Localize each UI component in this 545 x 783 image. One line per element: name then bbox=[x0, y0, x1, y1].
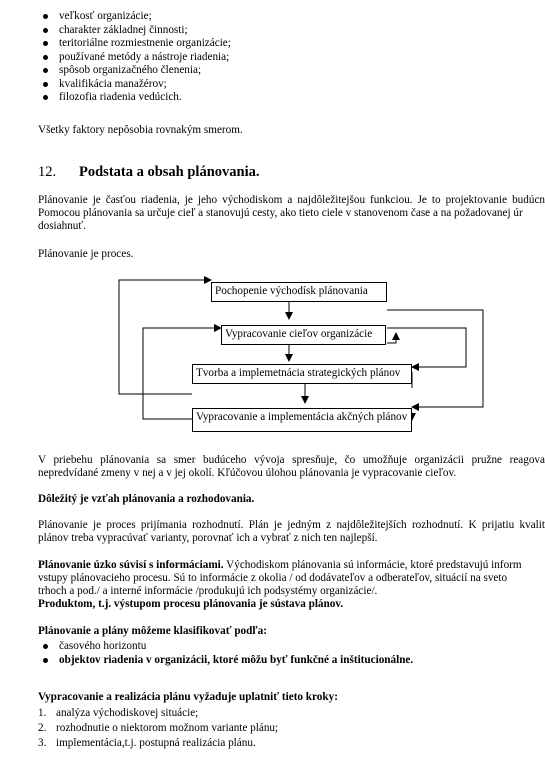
step-number: 1. bbox=[38, 707, 47, 719]
list-item-text: používané metódy a nástroje riadenia; bbox=[59, 50, 230, 63]
step-text: implementácia,t.j. postupná realizácia plánu. bbox=[56, 737, 256, 749]
list-item bbox=[38, 24, 545, 38]
list-item-text: charakter základnej činnosti; bbox=[59, 23, 188, 36]
step-text: rozhodnutie o niektorom možnom variante plánu; bbox=[56, 722, 279, 734]
list-item-text: časového horizontu bbox=[59, 640, 147, 652]
paragraph-line: Pomocou plánovania sa určuje cieľ a stanovujú cesty, ako tieto ciele v stanovenom čase a na požadovanej úr bbox=[38, 207, 523, 219]
diagram-box-premises: Pochopenie východísk plánovania bbox=[211, 282, 387, 302]
product-line: Produktom, t.j. výstupom procesu plánovania je sústava plánov. bbox=[38, 598, 344, 610]
steps-list bbox=[38, 707, 545, 752]
feedback-loop-right-mid bbox=[387, 328, 466, 367]
classification-list-block bbox=[38, 640, 545, 667]
intro-paragraph bbox=[38, 194, 545, 233]
planning-process-diagram bbox=[100, 275, 545, 445]
info-lead: Plánovanie úzko súvisí s informáciami. bbox=[38, 559, 224, 571]
list-item-text: veľkosť organizácie; bbox=[59, 10, 152, 22]
list-item bbox=[38, 654, 545, 668]
list-item-text: kvalifikácia manažérov; bbox=[59, 77, 167, 90]
bullet-icon bbox=[43, 41, 48, 46]
bullet-icon bbox=[43, 14, 48, 19]
paragraph-line: nepredvídané zmeny v nej a v jej okolí. Kľúčovou úlohou plánovania je vypracovanie cieľov. bbox=[38, 467, 457, 479]
bullet-icon bbox=[43, 82, 48, 87]
info-line1-rest: Východiskom plánovania sú informácie, ktoré predstavujú inform bbox=[223, 559, 522, 571]
bullet-icon bbox=[43, 28, 48, 33]
bullet-icon bbox=[43, 68, 48, 73]
list-item-text: objektov riadenia v organizácii, ktoré môžu byť funkčné a inštitucionálne. bbox=[59, 653, 414, 666]
list-item bbox=[38, 737, 545, 752]
step-number: 3. bbox=[38, 737, 47, 749]
paragraph-line: V priebehu plánovania sa smer budúceho vývoja spresňuje, čo umožňuje organizácii pružne reagova bbox=[38, 454, 545, 466]
step-number: 2. bbox=[38, 722, 47, 734]
paragraph-line bbox=[38, 559, 545, 572]
list-item-text: filozofia riadenia vedúcich. bbox=[59, 91, 182, 103]
arrow-return-small bbox=[387, 333, 396, 343]
diagram-box-action-plans: Vypracovanie a implementácia akčných plánov bbox=[192, 408, 412, 432]
classification-list bbox=[38, 640, 545, 667]
factors-list-block bbox=[38, 10, 545, 105]
paragraph-line: Plánovanie je proces prijímania rozhodnutí. Plán je jedným z najdôležitejších rozhodnutí. K prijatiu kvalit bbox=[38, 519, 545, 531]
feedback-loop-right-outer bbox=[387, 310, 483, 407]
steps-list-block bbox=[38, 707, 545, 752]
section-heading bbox=[38, 163, 545, 181]
list-item bbox=[38, 10, 545, 24]
list-item bbox=[38, 707, 545, 722]
list-item bbox=[38, 640, 545, 654]
diagram-box-goals: Vypracovanie cieľov organizácie bbox=[221, 325, 386, 345]
bullet-icon bbox=[43, 55, 48, 60]
list-item bbox=[38, 91, 545, 105]
list-item bbox=[38, 722, 545, 737]
bullet-icon bbox=[43, 658, 48, 663]
list-item bbox=[38, 64, 545, 78]
bullet-icon bbox=[43, 644, 48, 649]
flow-paragraph bbox=[38, 454, 545, 480]
paragraph-line: plánov treba vypracúvať varianty, porovnať ich a vybrať z nich ten najlepší. bbox=[38, 532, 378, 544]
diagram-box-strategic-plans: Tvorba a implemetnácia strategických plánov bbox=[192, 364, 412, 384]
section-title: Podstata a obsah plánovania. bbox=[79, 164, 260, 180]
factors-note: Všetky faktory nepôsobia rovnakým smerom. bbox=[38, 124, 243, 136]
step-text: analýza východiskovej situácie; bbox=[56, 707, 199, 719]
process-statement: Plánovanie je proces. bbox=[38, 248, 134, 260]
bullet-icon bbox=[43, 95, 48, 100]
steps-heading: Vypracovanie a realizácia plánu vyžaduje uplatniť tieto kroky: bbox=[38, 691, 338, 703]
classification-heading: Plánovanie a plány môžeme klasifikovať podľa: bbox=[38, 625, 267, 637]
paragraph-line: dosiahnuť. bbox=[38, 220, 86, 232]
list-item-text: teritoriálne rozmiestnenie organizácie; bbox=[59, 37, 231, 49]
list-item-text: spôsob organizačného členenia; bbox=[59, 64, 202, 76]
section-number: 12. bbox=[38, 164, 57, 180]
paragraph-line: Plánovanie je časťou riadenia, je jeho východiskom a najdôležitejšou funkciou. Je to projektovanie budúcn bbox=[38, 194, 545, 206]
info-paragraph bbox=[38, 559, 545, 611]
factors-list bbox=[38, 10, 545, 105]
paragraph-line: trhoch a pod./ a interné informácie /produkujú ich podsystémy organizácie/. bbox=[38, 585, 378, 597]
list-item bbox=[38, 37, 545, 51]
paragraph-line: vstupy plánovacieho procesu. Sú to informácie z okolia / od dodávateľov a odberateľov, situácií na sveto bbox=[38, 572, 508, 584]
decision-paragraph bbox=[38, 519, 545, 545]
list-item bbox=[38, 78, 545, 92]
relation-heading: Dôležitý je vzťah plánovania a rozhodovania. bbox=[38, 493, 255, 505]
list-item bbox=[38, 51, 545, 65]
